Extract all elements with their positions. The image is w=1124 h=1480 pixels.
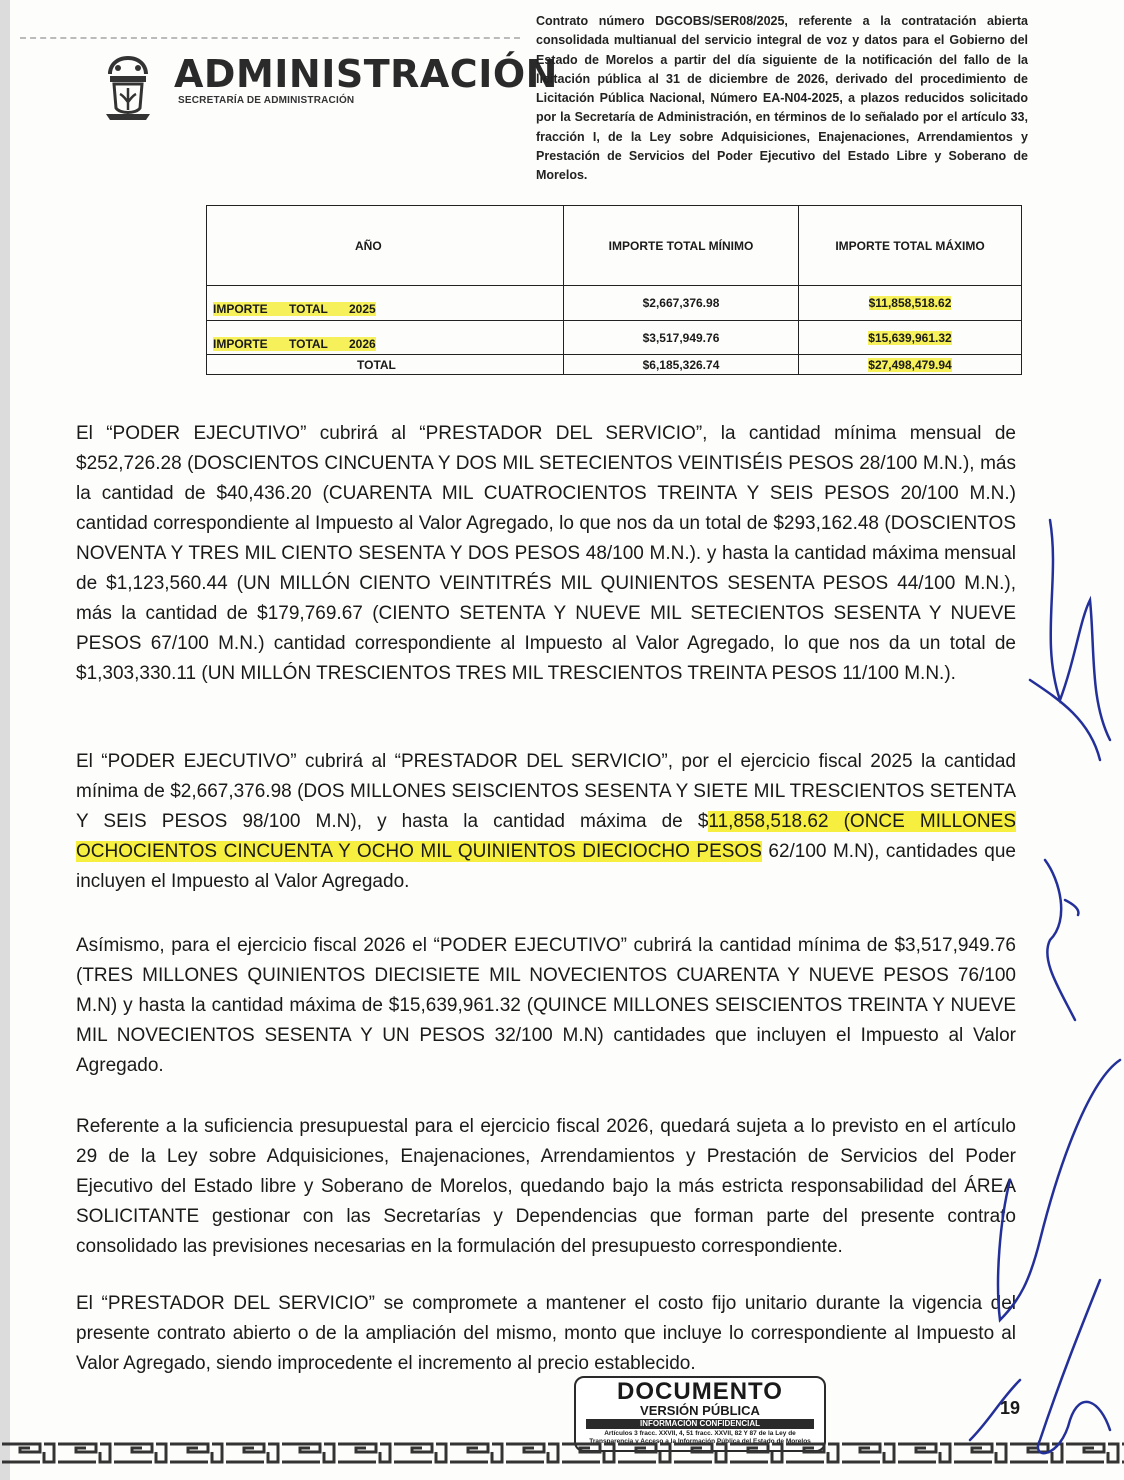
scan-edge xyxy=(0,0,10,1480)
contract-reference: Contrato número DGCOBS/SER08/2025, referente a la contratación abierta consolidada multianual del servicio integral de voz y datos para el Gobierno del Estado de Morelos a partir del día siguiente de la notificación del fallo de la licitación pública al 31 de diciembre de 2026, derivado del procedimiento de Licitación Pública Nacional, Número EA-N04-2025, a plazos reducidos solicitado por la Secretaría de Administración, en términos de lo señalado por el artículo 33, fracción I, de la Ley sobre Adquisiciones, Enajenaciones, Arrendamientos y Prestación de Servicios del Poder Ejecutivo del Estado Libre y Soberano de Morelos. xyxy=(536,14,1028,183)
government-seal-icon xyxy=(96,52,160,124)
row-label: TOTAL xyxy=(207,355,564,375)
stamp-legal: Artículos 3 fracc. XXVII, 4, 51 fracc. XXVII, 82 Y 87 de la Ley de xyxy=(604,1430,796,1437)
paragraph-monthly-amounts: El “PODER EJECUTIVO” cubrirá al “PRESTADOR DEL SERVICIO”, la cantidad mínima mensual de $252,726.28 (DOSCIENTOS CINCUENTA Y DOS MIL SETECIENTOS VEINTISÉIS PESOS 28/100 M.N.), más la cantidad de $40,436.20 (CUARENTA MIL CUATROCIENTOS TREINTA Y SEIS PESOS 20/100 M.N.) cantidad correspondiente al Impuesto al Valor Agregado, lo que nos da un total de $293,162.48 (DOSCIENTOS NOVENTA Y TRES MIL CIENTO SESENTA Y DOS PESOS 48/100 M.N.). y hasta la cantidad máxima mensual de $1,123,560.44 (UN MILLÓN CIENTO VEINTITRÉS MIL QUINIENTOS SESENTA PESOS 44/100 M.N.), más la cantidad de $179,769.67 (CIENTO SETENTA Y NUEVE MIL SETECIENTOS SESENTA Y NUEVE PESOS 67/100 M.N.) cantidad correspondiente al Impuesto al Valor Agregado, lo que nos da un total de $1,303,330.11 (UN MILLÓN TRESCIENTOS TRES MIL TRESCIENTOS TREINTA PESOS 11/100 M.N.). xyxy=(76,423,1016,684)
org-subtitle: SECRETARÍA DE ADMINISTRACIÓN xyxy=(178,95,355,106)
top-divider xyxy=(20,37,520,39)
paragraph-fiscal-2025 xyxy=(76,747,1016,897)
stamp-title: DOCUMENTO xyxy=(617,1378,783,1405)
row-label: IMPORTE TOTAL 2025 xyxy=(213,302,376,316)
org-title: ADMINISTRACIÓN xyxy=(174,52,558,96)
row-max: $15,639,961.32 xyxy=(868,330,952,345)
row-label: IMPORTE TOTAL 2026 xyxy=(213,336,376,351)
header-min: IMPORTE TOTAL MÍNIMO xyxy=(564,206,799,286)
page-number: 19 xyxy=(1000,1398,1021,1418)
stamp-confidential: INFORMACIÓN CONFIDENCIAL xyxy=(586,1419,814,1429)
row-min: $2,667,376.98 xyxy=(564,286,799,321)
header-year: AÑO xyxy=(207,206,564,286)
p2-text: El “PODER EJECUTIVO” cubrirá al “PRESTADOR DEL SERVICIO”, por el ejercicio fiscal 2025 la cantidad mínima de $2,667,376.98 (DOS MILLONES SEISCIENTOS SESENTA Y SIETE MIL TRESCIENTOS SETENTA Y SEIS PESOS 98/100 M.N), y hasta la cantidad máxima de $ xyxy=(76,751,1016,832)
paragraph-fixed-cost: El “PRESTADOR DEL SERVICIO” se compromete a mantener el costo fijo unitario durante la vigencia del presente contrato abierto o de la ampliación del mismo, monto que incluye lo correspondiente al Impuesto al Valor Agregado, siendo improcedente el incremento al precio establecido. xyxy=(76,1293,1016,1374)
row-max: $11,858,518.62 xyxy=(868,296,952,310)
table-header-row xyxy=(207,206,1022,286)
row-min: $3,517,949.76 xyxy=(564,321,799,355)
table-row xyxy=(207,286,1022,321)
decorative-border xyxy=(0,1438,1124,1468)
stamp-subtitle: VERSIÓN PÚBLICA xyxy=(640,1403,760,1418)
table-row xyxy=(207,321,1022,355)
highlighted-amount: 11,858,518.62 (ONCE MILLONES OCHOCIENTOS CINCUENTA Y OCHO MIL QUINIENTOS DIECIOCHO PESOS xyxy=(76,811,1016,862)
paragraph-budget: Referente a la suficiencia presupuestal para el ejercicio fiscal 2026, quedará sujeta a lo previsto en el artículo 29 de la Ley sobre Adquisiciones, Enajenaciones, Arrendamientos y Prestación de Servicios del Poder Ejecutivo del Estado libre y Soberano de Morelos, quedando bajo la más estricta responsabilidad del ÁREA SOLICITANTE gestionar con las Secretarías y Dependencias que forman parte del presente contrato consolidado las previsiones necesarias en la formulación del presupuesto correspondiente. xyxy=(76,1116,1016,1257)
p2-text-end: 62/100 M.N), cantidades que incluyen el Impuesto al Valor Agregado. xyxy=(76,841,1016,892)
row-min: $6,185,326.74 xyxy=(564,355,799,375)
amounts-table xyxy=(206,205,1022,375)
table-total-row xyxy=(207,355,1022,375)
paragraph-fiscal-2026: Asímismo, para el ejercicio fiscal 2026 el “PODER EJECUTIVO” cubrirá la cantidad mínima de $3,517,949.76 (TRES MILLONES QUINIENTOS DIECISIETE MIL NOVECIENTOS CUARENTA Y NUEVE PESOS 76/100 M.N) y hasta la cantidad máxima de $15,639,961.32 (QUINCE MILLONES SEISCIENTOS TREINTA Y NUEVE MIL NOVECIENTOS SESENTA Y UN PESOS 32/100 M.N) cantidades que incluyen el Impuesto al Valor Agregado. xyxy=(76,935,1016,1076)
header-max: IMPORTE TOTAL MÁXIMO xyxy=(799,206,1022,286)
row-max: $27,498,479.94 xyxy=(868,357,952,372)
